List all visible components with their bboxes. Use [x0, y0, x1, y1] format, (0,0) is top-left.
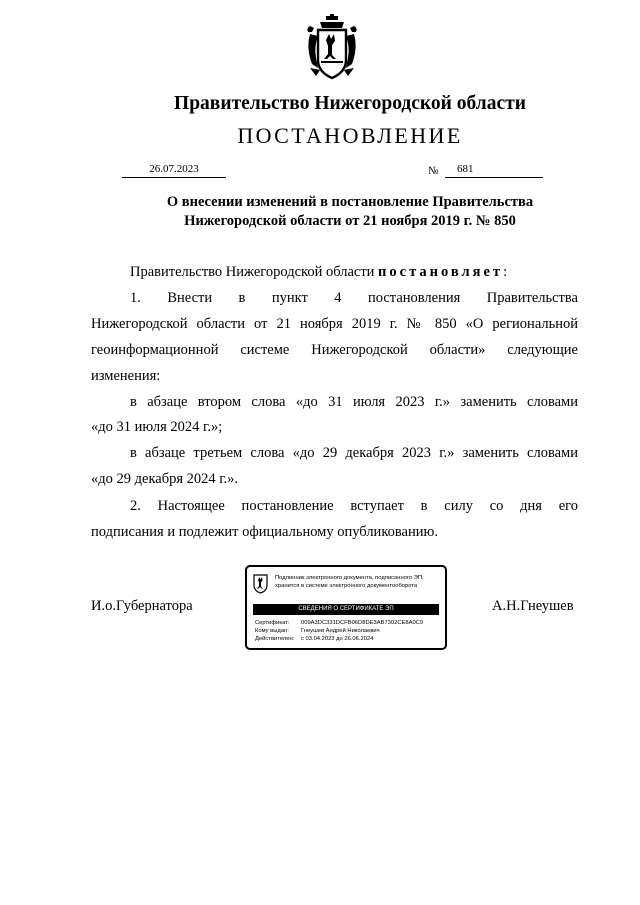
owner-row	[255, 627, 423, 635]
validity-label: Действителен:	[255, 636, 295, 642]
body-line: геоинформационной системе Нижегородской области» следующие	[91, 342, 578, 358]
certificate-label: Сертификат:	[255, 620, 290, 626]
body-line: 1. Внести в пункт 4 постановления Правительства	[130, 290, 578, 306]
stamp-notice-line: Подлинник электронного документа, подписанного ЭП,	[275, 575, 424, 581]
document-type: ПОСТАНОВЛЕНИЕ	[237, 123, 463, 148]
organization-title: Правительство Нижегородской области	[174, 93, 526, 114]
subject-line: Нижегородской области от 21 ноября 2019 г. № 850	[184, 212, 516, 229]
body-line: изменения:	[91, 368, 161, 384]
body-line: «до 31 июля 2024 г.»;	[91, 419, 223, 435]
stamp-header: СВЕДЕНИЯ О СЕРТИФИКАТЕ ЭП	[253, 604, 439, 615]
body-line: в абзаце втором слова «до 31 июля 2023 г.» заменить словами	[130, 394, 578, 410]
intro-line	[130, 260, 507, 285]
intro-verb: постановляет	[378, 264, 504, 280]
electronic-signature-stamp	[245, 565, 447, 650]
stamp-notice-line: хранится в системе электронного документооборота	[275, 582, 418, 589]
body-line: в абзаце третьем слова «до 29 декабря 2023 г.» заменить словами	[130, 445, 578, 461]
stamp-details	[255, 619, 423, 643]
intro-end: :	[503, 264, 508, 280]
owner-value: Гнеушев Андрей Николаевич	[301, 628, 380, 634]
signer-name: А.Н.Гнеушев	[492, 598, 574, 614]
validity-row	[255, 635, 423, 643]
document-number-field	[445, 163, 543, 178]
document-date-field	[122, 163, 226, 178]
subject-line: О внесении изменений в постановление Правительства	[166, 194, 534, 210]
certificate-value: 009A3DC331DCFB06D8DE3AB7302CE8A0C9	[301, 620, 424, 626]
body-line: 2. Настоящее постановление вступает в силу со дня его	[130, 498, 578, 514]
body-line: Нижегородской области от 21 ноября 2019 г. № 850 «О региональной	[91, 316, 578, 332]
intro-text: Правительство Нижегородской области	[130, 264, 379, 280]
document-number: 681	[457, 163, 474, 175]
stamp-emblem-icon	[253, 574, 268, 594]
stamp-notice	[275, 575, 445, 590]
number-sign: №	[428, 165, 439, 177]
owner-label: Кому выдан:	[255, 628, 289, 634]
document-date: 26.07.2023	[149, 163, 199, 175]
coat-of-arms-icon	[304, 14, 360, 80]
certificate-row	[255, 619, 423, 627]
body-line: подписания и подлежит официальному опубликованию.	[91, 524, 438, 540]
validity-value: с 03.04.2023 до 26.06.2024	[301, 636, 374, 642]
signer-position: И.о.Губернатора	[91, 598, 193, 614]
document-subject	[30, 193, 640, 230]
body-line: «до 29 декабря 2024 г.».	[91, 471, 239, 487]
